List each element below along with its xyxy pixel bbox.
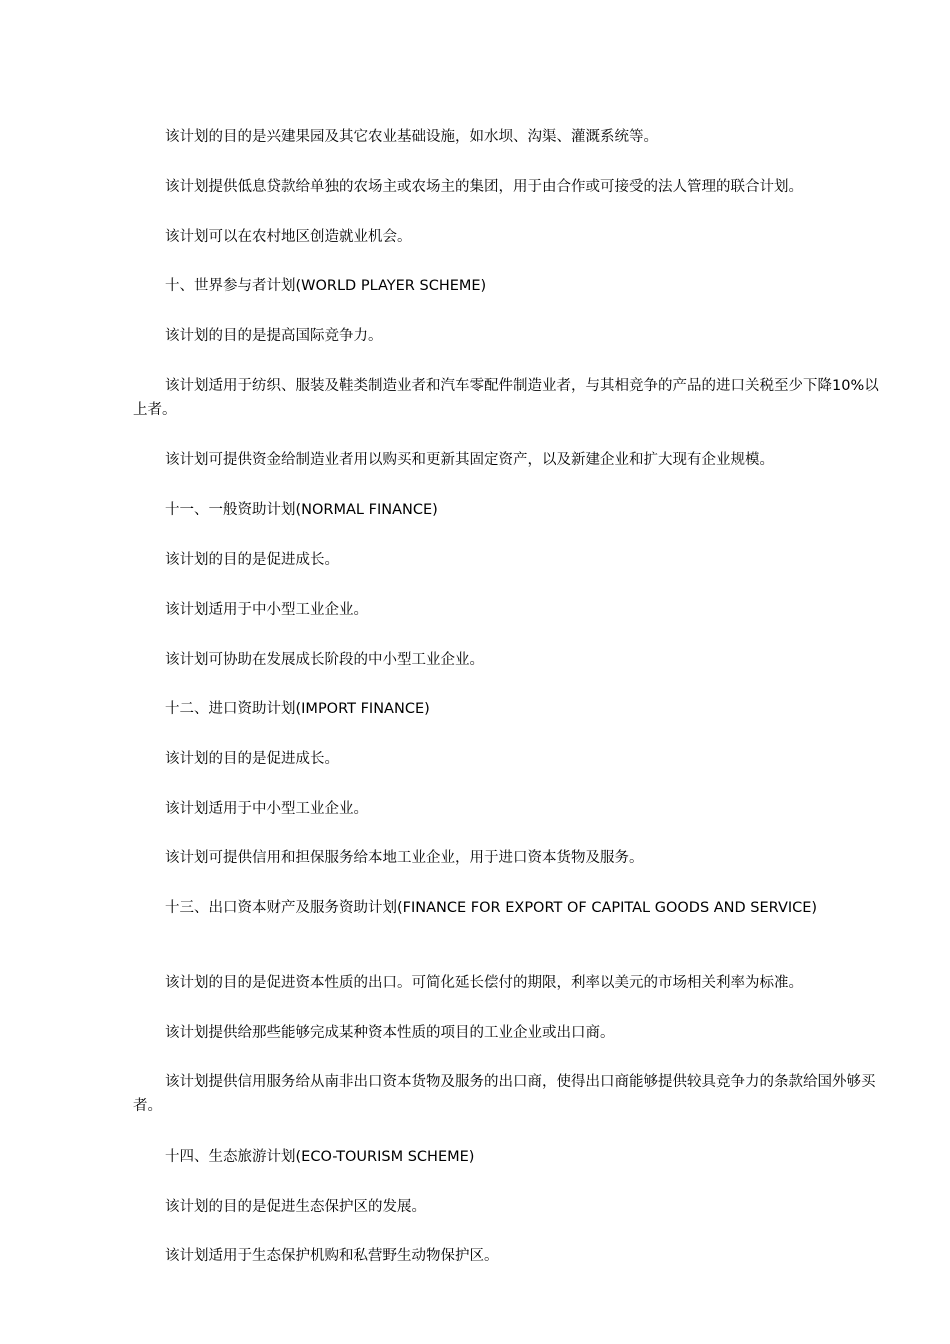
paragraph: 该计划的目的是促进生态保护区的发展。	[165, 1199, 426, 1215]
section-heading: 十三、出口资本财产及服务资助计划(FINANCE FOR EXPORT OF CAPITAL GOODS AND SERVICE)	[165, 900, 818, 916]
paragraph: 该计划提供信用服务给从南非出口资本货物及服务的出口商，使得出口商能够提供较具竞争力的条款给国外够买者。	[133, 1074, 876, 1114]
section-heading: 十一、一般资助计划(NORMAL FINANCE)	[165, 502, 438, 518]
paragraph: 该计划的目的是促进成长。	[165, 751, 339, 767]
paragraph: 该计划的目的是促进资本性质的出口。可简化延长偿付的期限，利率以美元的市场相关利率为标准。	[165, 975, 803, 991]
paragraph: 该计划可提供资金给制造业者用以购买和更新其固定资产，以及新建企业和扩大现有企业规模。	[165, 452, 774, 468]
paragraph: 该计划适用于中小型工业企业。	[165, 602, 368, 618]
section-heading: 十四、生态旅游计划(ECO-TOURISM SCHEME)	[165, 1149, 475, 1165]
paragraph: 该计划可以在农村地区创造就业机会。	[165, 229, 412, 245]
paragraph: 该计划的目的是提高国际竞争力。	[165, 328, 383, 344]
paragraph: 该计划提供低息贷款给单独的农场主或农场主的集团，用于由合作或可接受的法人管理的联合计划。	[165, 179, 803, 195]
section-heading: 十二、进口资助计划(IMPORT FINANCE)	[165, 701, 430, 717]
paragraph: 该计划可提供信用和担保服务给本地工业企业，用于进口资本货物及服务。	[165, 850, 644, 866]
paragraph: 该计划的目的是促进成长。	[165, 552, 339, 568]
paragraph: 该计划适用于生态保护机购和私营野生动物保护区。	[165, 1248, 499, 1264]
paragraph: 该计划可协助在发展成长阶段的中小型工业企业。	[165, 652, 484, 668]
paragraph: 该计划的目的是兴建果园及其它农业基础设施，如水坝、沟渠、灌溉系统等。	[165, 129, 658, 145]
paragraph: 该计划适用于中小型工业企业。	[165, 801, 368, 817]
paragraph: 该计划提供给那些能够完成某种资本性质的项目的工业企业或出口商。	[165, 1025, 615, 1041]
section-heading: 十、世界参与者计划(WORLD PLAYER SCHEME)	[165, 278, 487, 294]
paragraph: 该计划适用于纺织、服装及鞋类制造业者和汽车零配件制造业者，与其相竞争的产品的进口关税至少下降10%以上者。	[133, 378, 879, 418]
